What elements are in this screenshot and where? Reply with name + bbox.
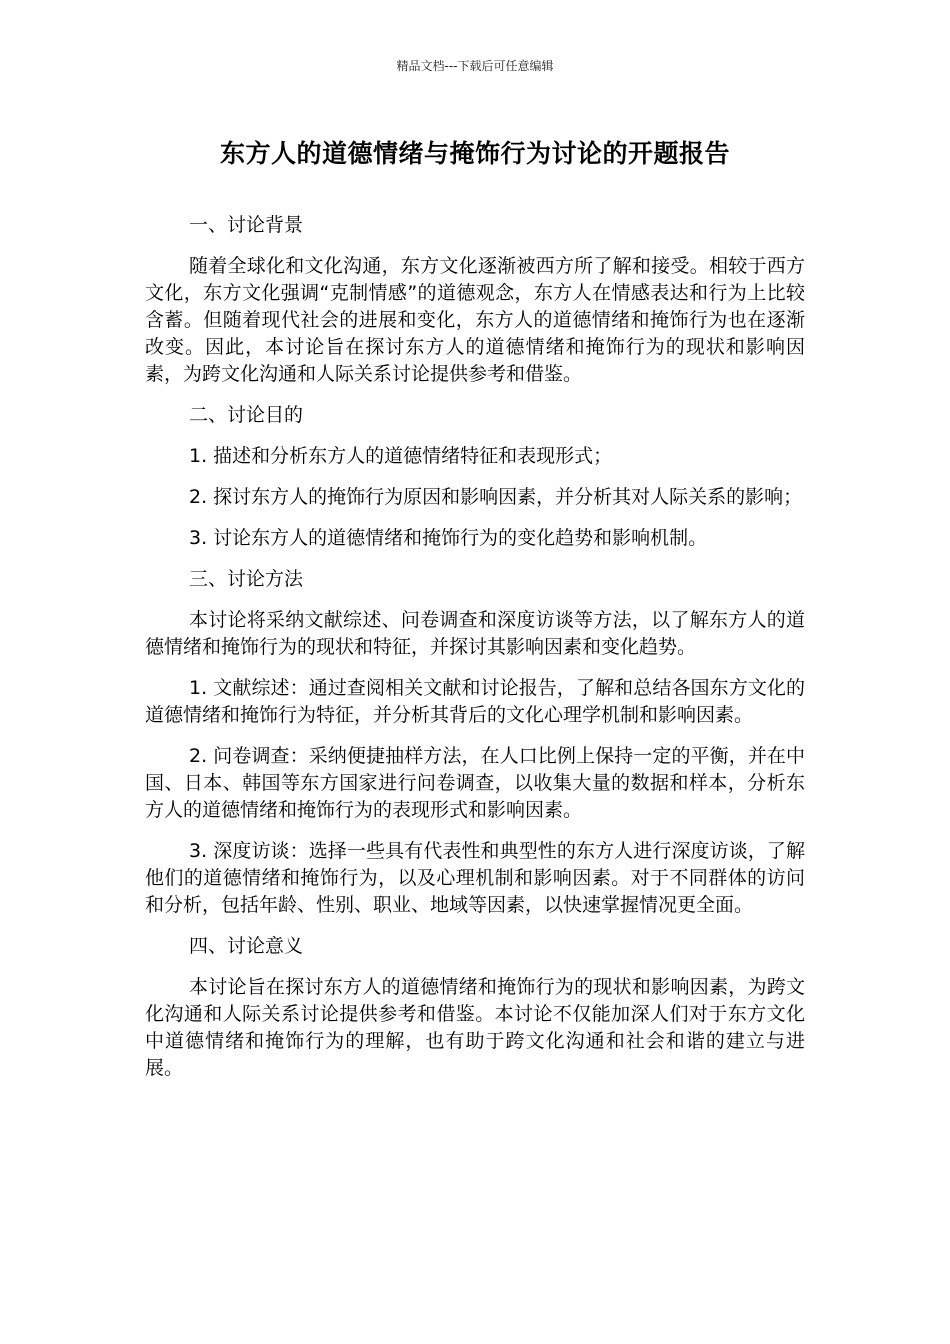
section-heading-purpose: 二、讨论目的 bbox=[189, 404, 304, 426]
section-heading-method: 三、讨论方法 bbox=[189, 568, 304, 590]
header-note: 精品文档---下载后可任意编辑 bbox=[396, 59, 554, 73]
paragraph-significance: 本讨论旨在探讨东方人的道德情绪和掩饰行为的现状和影响因素，为跨文化沟通和人际关系讨论提供参考和借鉴。本讨论不仅能加深人们对于东方文化中道德情绪和掩饰行为的理解，也有助于跨文化沟通和社会和谐的建立与进展。 bbox=[145, 976, 805, 1079]
method-item-2: 2. 问卷调查：采纳便捷抽样方法，在人口比例上保持一定的平衡，并在中国、日本、韩国等东方国家进行问卷调查，以收集大量的数据和样本，分析东方人的道德情绪和掩饰行为的表现形式和影响因素。 bbox=[145, 745, 805, 821]
method-item-3: 3. 深度访谈：选择一些具有代表性和典型性的东方人进行深度访谈，了解他们的道德情绪和掩饰行为，以及心理机制和影响因素。对于不同群体的访问和分析，包括年龄、性别、职业、地域等因素，以快速掌握情况更全面。 bbox=[145, 840, 805, 916]
document-title: 东方人的道德情绪与掩饰行为讨论的开题报告 bbox=[219, 139, 730, 168]
purpose-item-1: 1. 描述和分析东方人的道德情绪特征和表现形式； bbox=[189, 445, 613, 467]
method-item-1: 1. 文献综述：通过查阅相关文献和讨论报告，了解和总结各国东方文化的道德情绪和掩饰行为特征，并分析其背后的文化心理学机制和影响因素。 bbox=[145, 677, 805, 726]
section-heading-significance: 四、讨论意义 bbox=[189, 935, 304, 957]
purpose-item-2: 2. 探讨东方人的掩饰行为原因和影响因素，并分析其对人际关系的影响； bbox=[189, 486, 803, 508]
section-heading-background: 一、讨论背景 bbox=[189, 214, 304, 236]
document-body bbox=[145, 212, 805, 1096]
paragraph-method-intro: 本讨论将采纳文献综述、问卷调查和深度访谈等方法，以了解东方人的道德情绪和掩饰行为的现状和特征，并探讨其影响因素和变化趋势。 bbox=[145, 609, 805, 658]
purpose-item-3: 3. 讨论东方人的道德情绪和掩饰行为的变化趋势和影响机制。 bbox=[189, 527, 708, 549]
paragraph-background: 随着全球化和文化沟通，东方文化逐渐被西方所了解和接受。相较于西方文化，东方文化强调“克制情感”的道德观念，东方人在情感表达和行为上比较含蓄。但随着现代社会的进展和变化，东方人的道德情绪和掩饰行为也在逐渐改变。因此，本讨论旨在探讨东方人的道德情绪和掩饰行为的现状和影响因素，为跨文化沟通和人际关系讨论提供参考和借鉴。 bbox=[145, 255, 805, 385]
